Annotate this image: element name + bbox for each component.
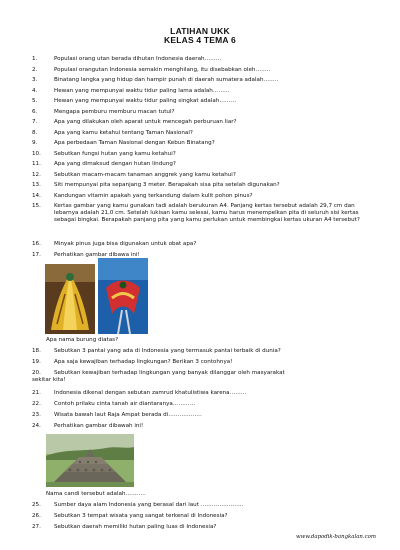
question-text: Kandungan vitamin apakah yang terkandung dalam kulit pohon pinus? bbox=[54, 192, 253, 199]
question-number: 17. bbox=[32, 252, 41, 258]
question-number: 13. bbox=[32, 182, 41, 188]
worksheet-title: LATIHAN UKK bbox=[170, 26, 230, 36]
question-text: Apa perbedaan Taman Nasional dengan Kebun Binatang? bbox=[54, 140, 215, 146]
question-text: Sebutkan fungsi hutan yang kamu ketahui? bbox=[54, 150, 176, 157]
question-text: Contoh prilaku cinta tanah air diantaranya………… bbox=[54, 401, 196, 407]
question-text: Mengapa pemburu memburu macan tutul? bbox=[54, 108, 175, 115]
question-text: Minyak pinus juga bisa digunakan untuk obat apa? bbox=[54, 241, 197, 247]
question-number: 27. bbox=[32, 524, 41, 530]
question-number: 14. bbox=[32, 192, 41, 199]
question-number: 25. bbox=[32, 502, 41, 508]
question-text: Sumber daya alam Indonesia yang berasal dari laut ………………….. bbox=[54, 502, 244, 508]
question-number: 6. bbox=[32, 108, 38, 115]
question-text: Hewan yang mempunyai waktu tidur paling singkat adalah……… bbox=[54, 98, 237, 104]
question-number: 8. bbox=[32, 129, 38, 136]
question-text: Siti mempunyai pita sepanjang 3 meter. Berapakah sisa pita setelah digunakan? bbox=[54, 182, 280, 188]
question-text: Perhatikan gambar dibawah ini! bbox=[54, 423, 144, 429]
question-text: Sebutkan macam-macam tanaman anggrek yang kamu ketahui? bbox=[54, 171, 236, 178]
question-text: Sebutkan daerah memiliki hutan paling luas di Indonesia? bbox=[54, 524, 217, 530]
question-text: Sebutkan kewajiban terhadap lingkungan yang banyak dilanggar oleh masyarakat bbox=[54, 370, 285, 376]
question-text: Apa yang dilakukan oleh aparat untuk mencegah perburuan liar? bbox=[54, 119, 237, 125]
question-number: 10. bbox=[32, 150, 41, 157]
question-text: Apa saja kewajiban terhadap lingkungan? Berikan 3 contohnya! bbox=[54, 359, 233, 365]
picture-question-caption: Apa nama burung diatas? bbox=[46, 337, 119, 343]
question-text: Indonesia dikenal dengan sebutan zamrud khatulistiwa karena……… bbox=[54, 390, 247, 396]
question-text: Apa yang kamu ketahui tentang Taman Nasional? bbox=[54, 129, 193, 136]
question-number: 5. bbox=[32, 98, 38, 104]
picture-question-caption: Nama candi tersebut adalah……….. bbox=[46, 491, 146, 497]
question-number: 1. bbox=[32, 56, 38, 62]
question-number: 12. bbox=[32, 171, 41, 178]
question-number: 4. bbox=[32, 87, 38, 94]
question-number: 16. bbox=[32, 241, 41, 247]
question-number: 19. bbox=[32, 359, 41, 365]
question-text: Populasi orang utan berada dihutan Indonesia daerah……... bbox=[54, 56, 222, 62]
question-text: Perhatikan gambar dibawa ini! bbox=[54, 252, 140, 258]
question-number: 26. bbox=[32, 513, 41, 519]
bird-of-paradise-photo bbox=[45, 264, 95, 334]
question-number: 7. bbox=[32, 119, 38, 125]
question-number: 20. bbox=[32, 370, 41, 376]
question-text: Binatang langka yang hidup dan hampir punah di daerah sumatera adalah…….. bbox=[54, 77, 279, 83]
question-number: 21. bbox=[32, 390, 41, 396]
question-number: 2. bbox=[32, 66, 38, 73]
question-number: 23. bbox=[32, 412, 41, 418]
question-number: 24. bbox=[32, 423, 41, 429]
question-number: 9. bbox=[32, 140, 38, 146]
question-number: 18. bbox=[32, 348, 41, 354]
question-text: Apa yang dimaksud dengan hutan lindung? bbox=[54, 161, 176, 167]
question-number: 22. bbox=[32, 401, 41, 407]
question-continuation: sekitar kita! bbox=[32, 377, 66, 383]
question-text: Kertas gambar yang kamu gunakan tadi adalah berukuran A4. Panjang kertas tersebut adalah 29,7 cm dan lebarnya adalah 21,0 cm. Setelah lukisan kamu selesai, kamu harus menempelkan pita di seluruh sisi kertas sebagai bingkai. Berapakah panjang pita yang kamu perlukan untuk membingkai kertas ukuran A4 tersebut? bbox=[54, 203, 360, 223]
bird-of-paradise-photo bbox=[98, 258, 148, 334]
question-number: 11. bbox=[32, 161, 41, 167]
question-text: Sebutkan 3 pantai yang ada di Indonesia yang termasuk pantai terbaik di dunia? bbox=[54, 348, 281, 354]
question-text: Wisata bawah laut Raja Ampat berada di……………… bbox=[54, 412, 202, 418]
question-text: Sebutkan 3 tempat wisata yang sangat terkenal di Indonesia? bbox=[54, 513, 228, 519]
worksheet-subtitle: KELAS 4 TEMA 6 bbox=[164, 35, 236, 45]
website-footer: www.dapodik-bangkalan.com bbox=[295, 534, 376, 540]
question-number: 15. bbox=[32, 203, 41, 209]
question-text: Hewan yang mempunyai waktu tidur paling lama adalah……… bbox=[54, 87, 230, 94]
temple-photo bbox=[46, 434, 134, 487]
question-text: Populasi orangutan Indonesia semakin menghilang, itu disebabkan oleh…….. bbox=[54, 66, 271, 73]
question-number: 3. bbox=[32, 77, 38, 83]
